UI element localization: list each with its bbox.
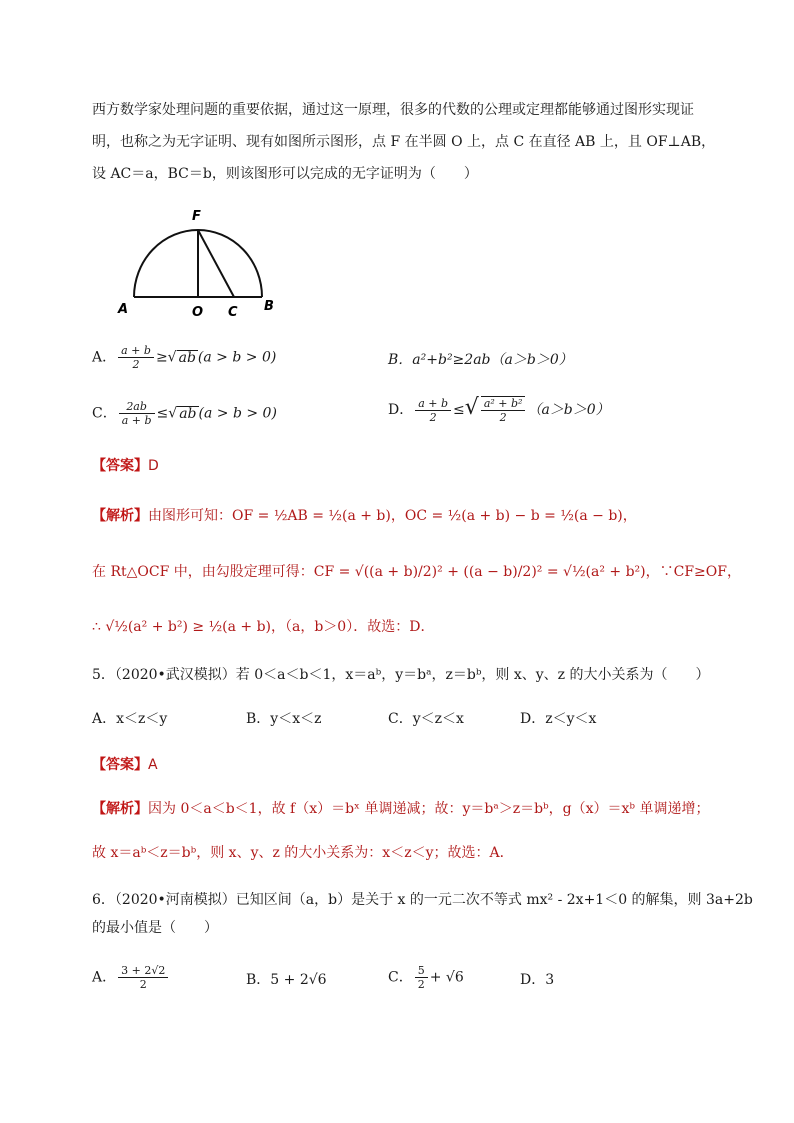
label-o: O [192,305,204,320]
q5-option-c[interactable]: C．y＜z＜x [388,711,464,727]
option-a[interactable]: A． $\frac{a + b}{2}$ ≥√ ab (a > b > 0) [92,344,277,371]
q5-option-d[interactable]: D．z＜y＜x [520,711,597,727]
q5-analysis-line-2: 故 x＝aᵇ＜z＝bᵇ，则 x、y、z 的大小关系为：x＜z＜y；故选：A． [92,845,514,861]
intro-line-3: 设 AC＝a，BC＝b，则该图形可以完成的无字证明为（ ） [92,166,478,182]
q6-option-b[interactable]: B．5 + 2√6 [246,972,327,988]
intro-line-2: 明，也称之为无字证明、现有如图所示图形，点 F 在半圆 O 上，点 C 在直径 AB 上，且 OF⊥AB， [92,134,716,150]
intro-line-1: 西方数学家处理问题的重要依据，通过这一原理，很多的代数的公理或定理都能够通过图形实现证 [92,102,694,118]
q5-analysis-line-1: 【解析】因为 0＜a＜b＜1，故 f（x）＝bˣ 单调递减；故：y＝bᵃ＞z＝bᵇ，g（x）＝xᵇ 单调递增； [92,801,710,817]
q6-option-a[interactable]: A． $\frac{3 + 2√2}{2}$ [92,964,170,991]
label-b: B [264,299,274,314]
q4-analysis-line-3: ∴ √½(a² + b²) ≥ ½(a + b)，（a，b＞0）．故选：D． [92,619,435,635]
segment-fc [198,230,234,297]
label-a: A [118,302,129,317]
q5-option-b[interactable]: B．y＜x＜z [246,711,322,727]
q6-stem-line-1: 6．（2020•河南模拟）已知区间（a，b）是关于 x 的一元二次不等式 mx² - 2x+1＜0 的解集，则 3a+2b [92,892,753,908]
q5-stem: 5．（2020•武汉模拟）若 0＜a＜b＜1，x＝aᵇ，y＝bᵃ，z＝bᵇ，则 x、y、z 的大小关系为（ ） [92,667,710,683]
q6-option-c[interactable]: C． $\frac{5}{2}$ + √6 [388,964,464,991]
q4-analysis-line-2: 在 Rt△OCF 中，由勾股定理可得：CF = √((a + b)/2)² + ((a − b)/2)² = √½(a² + b²)，∵CF≥OF， [92,564,741,580]
label-c: C [228,305,238,320]
q4-answer: 【答案】D [92,458,159,474]
q5-answer: 【答案】A [92,757,158,773]
option-d[interactable]: D． $\frac{a + b}{2}$ ≤√ $\frac{\text{a² + b²}}{2}$ （a＞b＞0） [388,395,610,424]
q6-option-d[interactable]: D．3 [520,972,555,988]
q4-analysis-line-1: 【解析】由图形可知：OF = ½AB = ½(a + b)，OC = ½(a + b) − b = ½(a − b)， [92,508,637,524]
q6-stem-line-2: 的最小值是（ ） [92,920,218,936]
q5-option-a[interactable]: A．x＜z＜y [92,711,168,727]
semicircle-figure [110,200,290,320]
option-c[interactable]: C． $\frac{2ab}{a + b}$ ≤√ ab (a > b > 0) [92,400,277,427]
label-f: F [192,209,201,224]
option-b[interactable]: B．a²+b²≥2ab（a＞b＞0） [388,352,573,368]
